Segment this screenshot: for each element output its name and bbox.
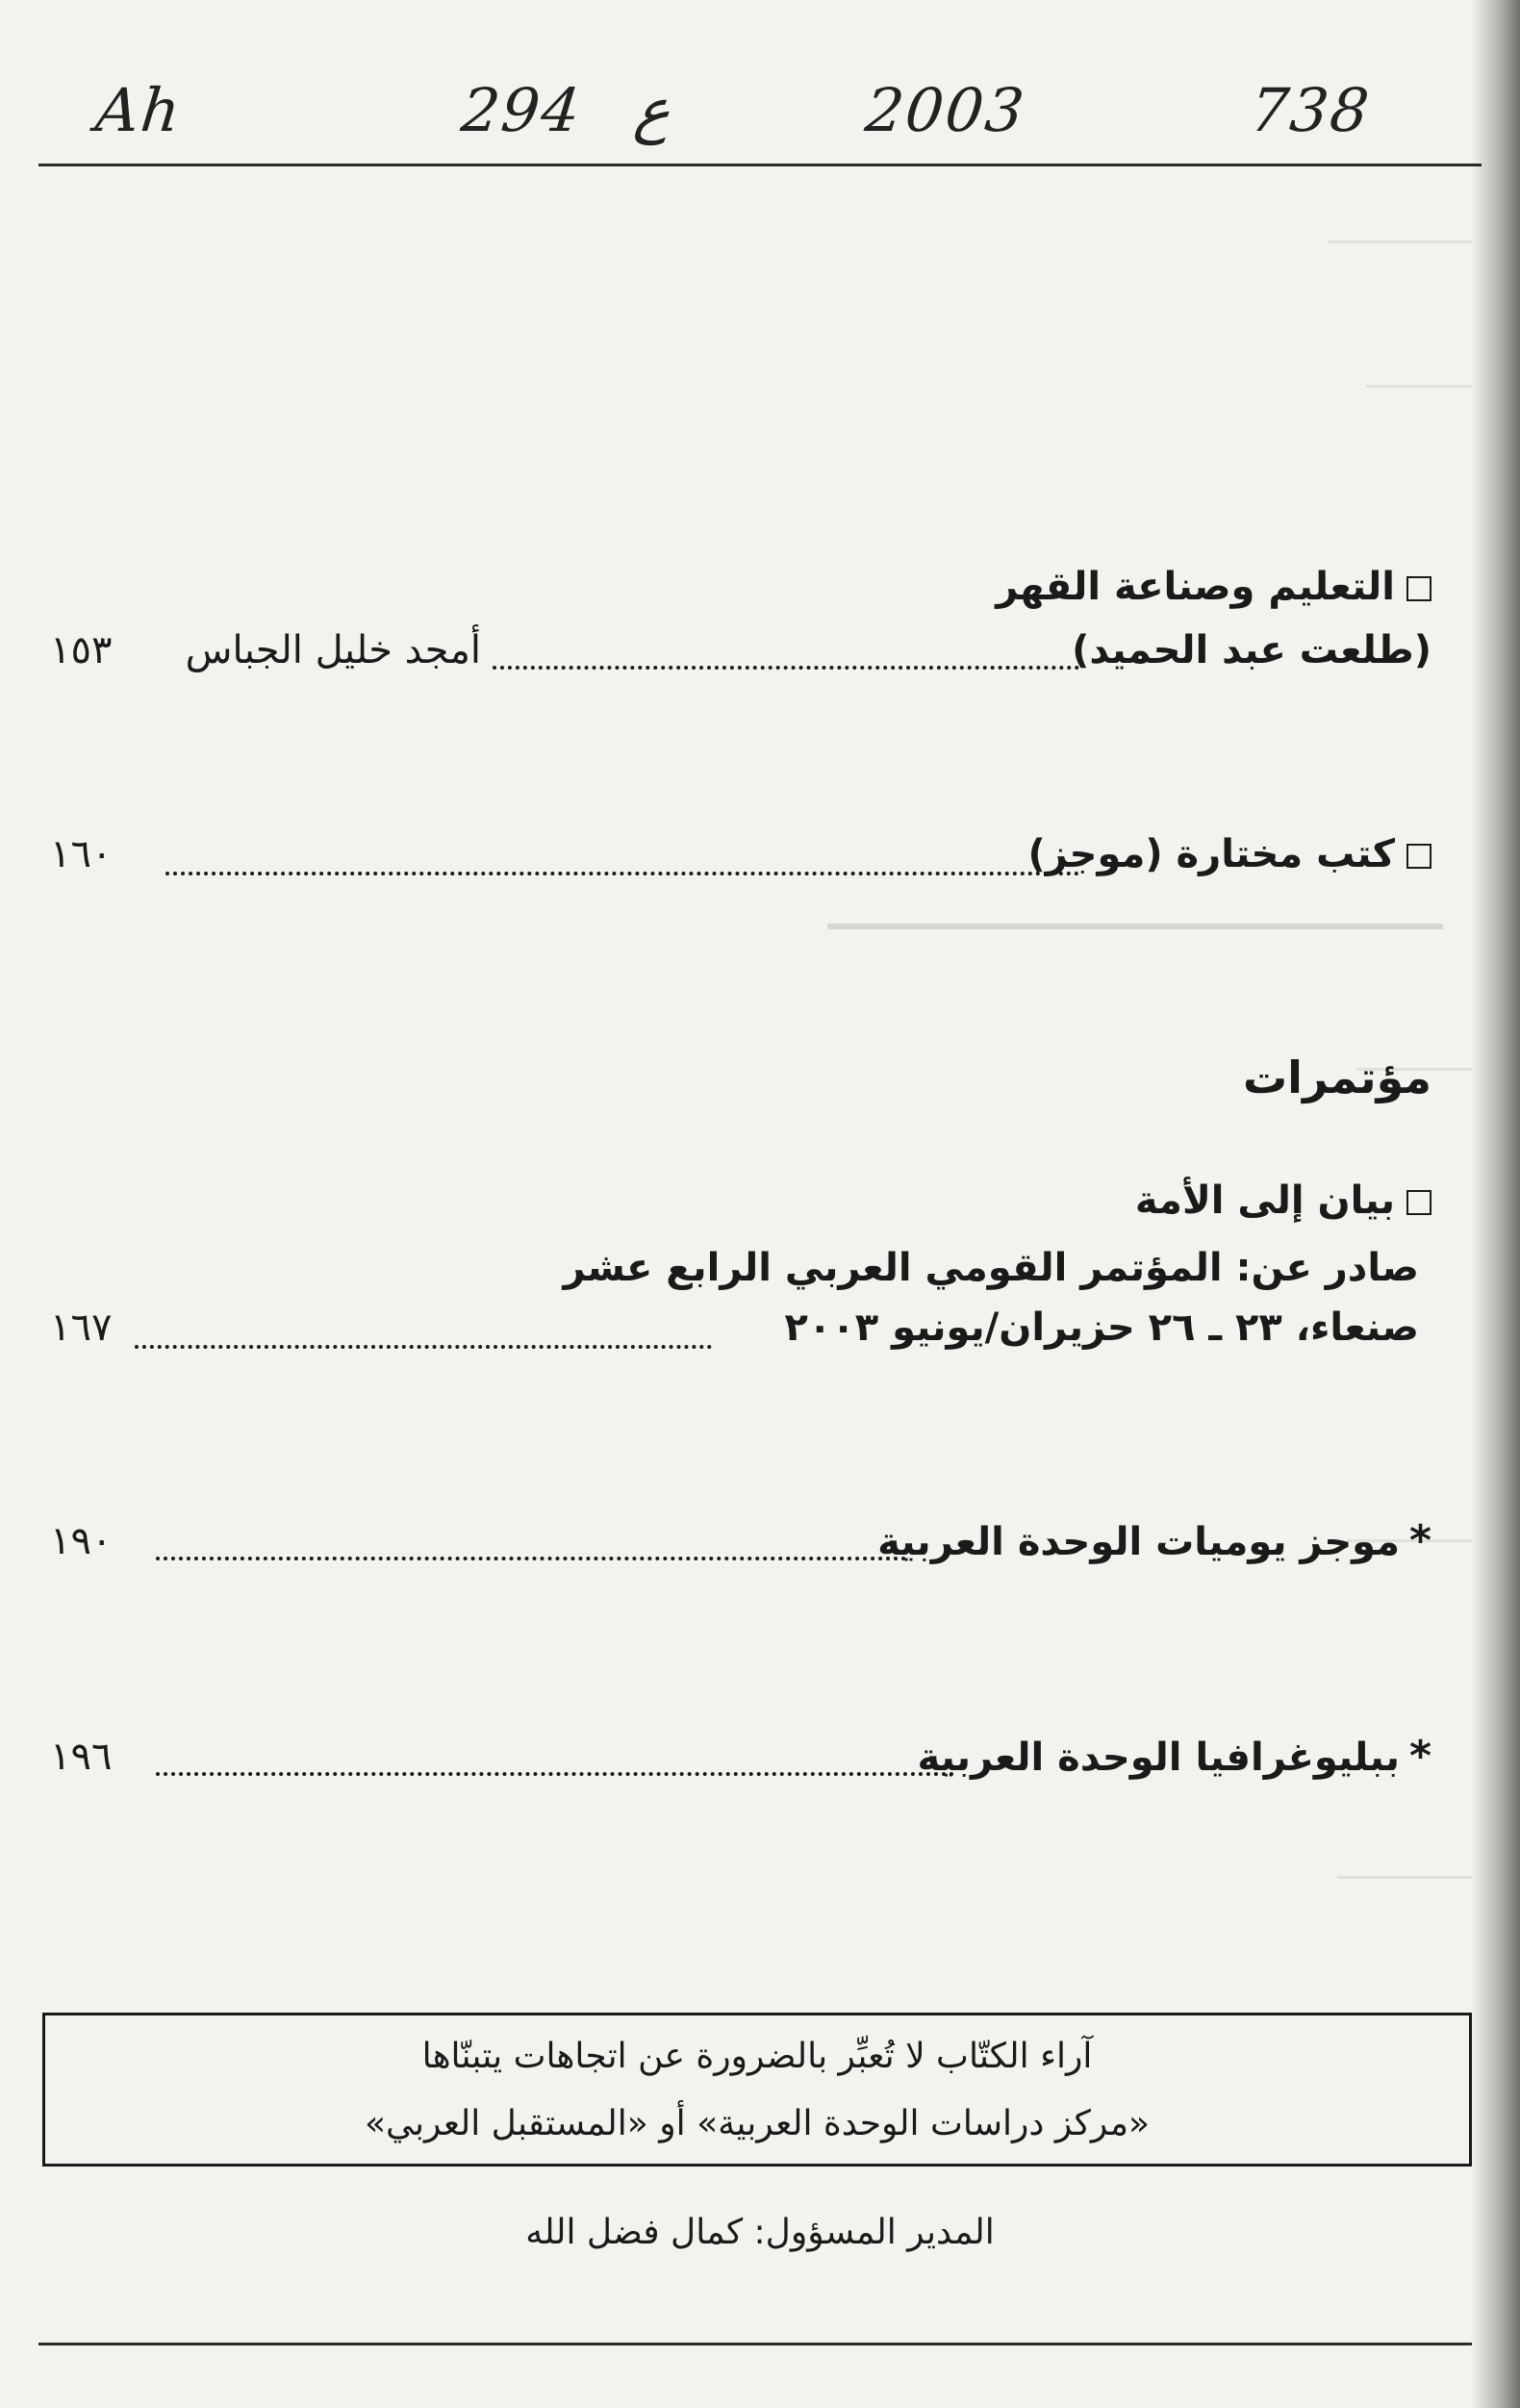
top-rule bbox=[38, 164, 1482, 166]
handwritten-year: 2003 bbox=[862, 75, 1029, 145]
handwritten-issue: 294 bbox=[458, 75, 586, 145]
handwritten-number: 738 bbox=[1247, 75, 1375, 145]
page-number: ١٦٧ bbox=[50, 1305, 113, 1350]
page-number: ١٩٠ bbox=[50, 1519, 113, 1563]
entry-statement-issuer: صادر عن: المؤتمر القومي العربي الرابع عشر bbox=[563, 1246, 1419, 1290]
disclaimer-line-1: آراء الكتّاب لا تُعبِّر بالضرورة عن اتجاهات يتبنّاها bbox=[421, 2037, 1093, 2076]
square-bullet-icon bbox=[1406, 576, 1431, 601]
leader-dots bbox=[165, 862, 1079, 875]
asterisk-icon: * bbox=[1408, 1732, 1431, 1781]
section-heading-conferences: مؤتمرات bbox=[1242, 1052, 1431, 1103]
page-edge-shadow bbox=[1472, 0, 1520, 2408]
entry-statement-title bbox=[1135, 1174, 1431, 1228]
entry-title: كتب مختارة (موجز) bbox=[1027, 832, 1395, 876]
leader-dots bbox=[135, 1335, 712, 1349]
entry-title: موجز يوميات الوحدة العربية bbox=[877, 1520, 1400, 1564]
leader-dots bbox=[493, 656, 1079, 670]
handwritten-code: Ah bbox=[92, 75, 186, 145]
entry-title: ببليوغرافيا الوحدة العربية bbox=[917, 1736, 1400, 1780]
entry-title: التعليم وصناعة القهر bbox=[996, 565, 1395, 609]
asterisk-icon: * bbox=[1408, 1516, 1431, 1565]
handwritten-letter: ع bbox=[631, 75, 674, 145]
bleed-through-line bbox=[1328, 241, 1472, 243]
bottom-rule bbox=[38, 2343, 1472, 2345]
page-number: ١٥٣ bbox=[50, 628, 113, 672]
leader-dots bbox=[156, 1547, 906, 1560]
entry-education-subtitle: (طلعت عبد الحميد) bbox=[1072, 628, 1431, 672]
entry-education-title bbox=[996, 560, 1431, 614]
entry-statement-place-date: صنعاء، ٢٣ ـ ٢٦ حزيران/يونيو ٢٠٠٣ bbox=[784, 1305, 1419, 1350]
entry-selected-books bbox=[1028, 827, 1431, 881]
page-number: ١٦٠ bbox=[50, 832, 113, 876]
leader-dots bbox=[156, 1762, 954, 1776]
square-bullet-icon bbox=[1406, 1190, 1431, 1215]
bleed-through-line bbox=[1366, 385, 1472, 388]
disclaimer-line-2: «مركز دراسات الوحدة العربية» أو «المستقبل العربي» bbox=[364, 2104, 1151, 2143]
bleed-through-line bbox=[1337, 1876, 1472, 1879]
entry-unity-bibliography bbox=[917, 1730, 1431, 1785]
disclaimer-box bbox=[42, 2013, 1472, 2167]
editor-in-charge: المدير المسؤول: كمال فضل الله bbox=[525, 2213, 995, 2252]
entry-author: أمجد خليل الجباس bbox=[185, 628, 481, 672]
entry-unity-diary bbox=[877, 1514, 1431, 1569]
square-bullet-icon bbox=[1406, 844, 1431, 869]
entry-title: بيان إلى الأمة bbox=[1134, 1179, 1395, 1223]
bleed-through-line bbox=[827, 924, 1443, 929]
page-number: ١٩٦ bbox=[50, 1735, 113, 1779]
